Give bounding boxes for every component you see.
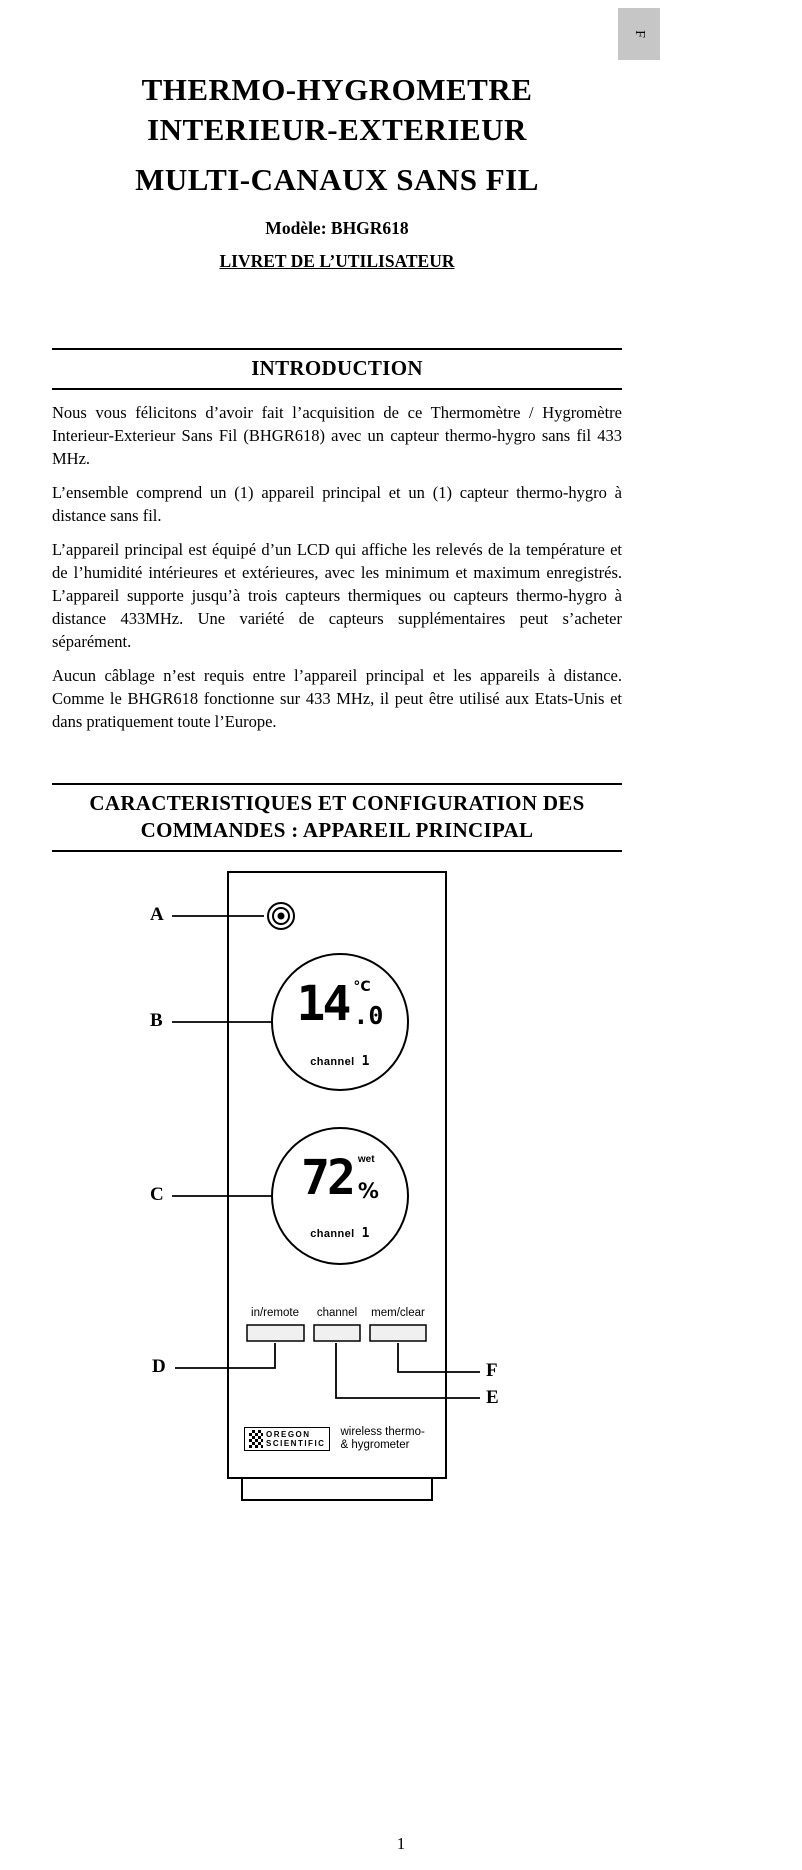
intro-paragraph-3: L’appareil principal est équipé d’un LCD qui affiche les relevés de la température et de l’humidité intérieures et extérieures, avec les minimum et maximum enregistrés. L’appareil supporte jusqu’à trois capteurs thermiques ou capteurs thermo-hygro à distance 433MHz. Une variété de capteurs supplémentaires peut s’acheter séparément.: [52, 540, 622, 651]
humidity-reading: [276, 1150, 404, 1206]
introduction-heading: INTRODUCTION: [52, 348, 622, 390]
channel-button-label: channel: [316, 1307, 358, 1319]
temperature-channel-value: 1: [361, 1054, 370, 1069]
signal-sensor-icon: [268, 903, 294, 929]
temperature-decimal: .0: [353, 1001, 384, 1030]
humidity-channel-indicator: [276, 1226, 404, 1241]
callout-label-c: C: [150, 1184, 164, 1205]
document-title-line3: MULTI-CANAUX SANS FIL: [135, 162, 539, 197]
temperature-value: 14: [296, 976, 349, 1032]
in-remote-button[interactable]: [247, 1325, 304, 1341]
document-title: [52, 70, 622, 150]
language-tab-label: F: [631, 30, 647, 38]
device-base: [242, 1478, 432, 1500]
humidity-wet-label: wet: [357, 1154, 375, 1165]
callout-line-f: [398, 1343, 480, 1372]
humidity-value: 72: [301, 1150, 353, 1206]
callout-label-d: D: [152, 1356, 166, 1377]
callout-label-e: E: [486, 1387, 499, 1408]
intro-paragraph-1: Nous vous félicitons d’avoir fait l’acquisition de ce Thermomètre / Hygromètre Interieur-Exterieur Sans Fil (BHGR618) avec un capteur thermo-hygro sans fil 433 MHz.: [52, 403, 622, 468]
mem-clear-button-label: mem/clear: [371, 1307, 425, 1319]
intro-paragraph-4: Aucun câblage n’est requis entre l’appareil principal et les appareils à distance. Comme le BHGR618 fonctionne sur 433 MHz, il peut être utilisé aux Etats-Unis et dans pratiquement toute l’Europe.: [52, 666, 622, 731]
document-title-line1: THERMO-HYGROMETRE: [141, 72, 533, 107]
booklet-title: LIVRET DE L’UTILISATEUR: [219, 251, 455, 271]
mem-clear-button[interactable]: [370, 1325, 426, 1341]
temperature-unit-stack: [353, 980, 383, 1028]
features-heading-line2: COMMANDES : APPAREIL PRINCIPAL: [140, 818, 534, 842]
humidity-unit-stack: [358, 1154, 379, 1202]
callout-label-f: F: [486, 1360, 498, 1381]
device-diagram: [0, 870, 802, 1550]
humidity-channel-value: 1: [361, 1226, 370, 1241]
humidity-percent-sign: %: [357, 1179, 379, 1203]
callout-label-b: B: [150, 1010, 163, 1031]
page-number: 1: [396, 1834, 406, 1853]
logo-checker-icon: [249, 1430, 263, 1448]
product-name-line2: & hygrometer: [340, 1439, 410, 1451]
model-number: Modèle: BHGR618: [265, 218, 409, 238]
logo-line2: SCIENTIFIC: [266, 1439, 326, 1448]
humidity-channel-label: channel: [310, 1228, 355, 1240]
intro-paragraph-2: L’ensemble comprend un (1) appareil principal et un (1) capteur thermo-hygro à distance sans fil.: [52, 483, 622, 525]
temperature-channel-indicator: [276, 1054, 404, 1069]
temperature-reading: [276, 976, 404, 1032]
temperature-channel-label: channel: [310, 1056, 355, 1068]
product-name: [340, 1426, 424, 1452]
document-title-line2: INTERIEUR-EXTERIEUR: [147, 112, 527, 147]
language-tab: [618, 8, 660, 60]
oregon-scientific-logo: [244, 1427, 330, 1451]
logo-line1: OREGON: [266, 1430, 311, 1439]
in-remote-button-label: in/remote: [251, 1307, 299, 1319]
product-name-line1: wireless thermo-: [340, 1426, 425, 1438]
channel-button[interactable]: [314, 1325, 360, 1341]
manual-page: [52, 0, 622, 852]
callout-line-e: [336, 1343, 480, 1398]
callout-label-a: A: [150, 904, 164, 925]
features-heading: [52, 783, 622, 852]
features-heading-line1: CARACTERISTIQUES ET CONFIGURATION DES: [89, 791, 585, 815]
temperature-unit: °C: [353, 979, 371, 995]
callout-line-d: [175, 1343, 275, 1368]
brand-row: [244, 1426, 425, 1452]
